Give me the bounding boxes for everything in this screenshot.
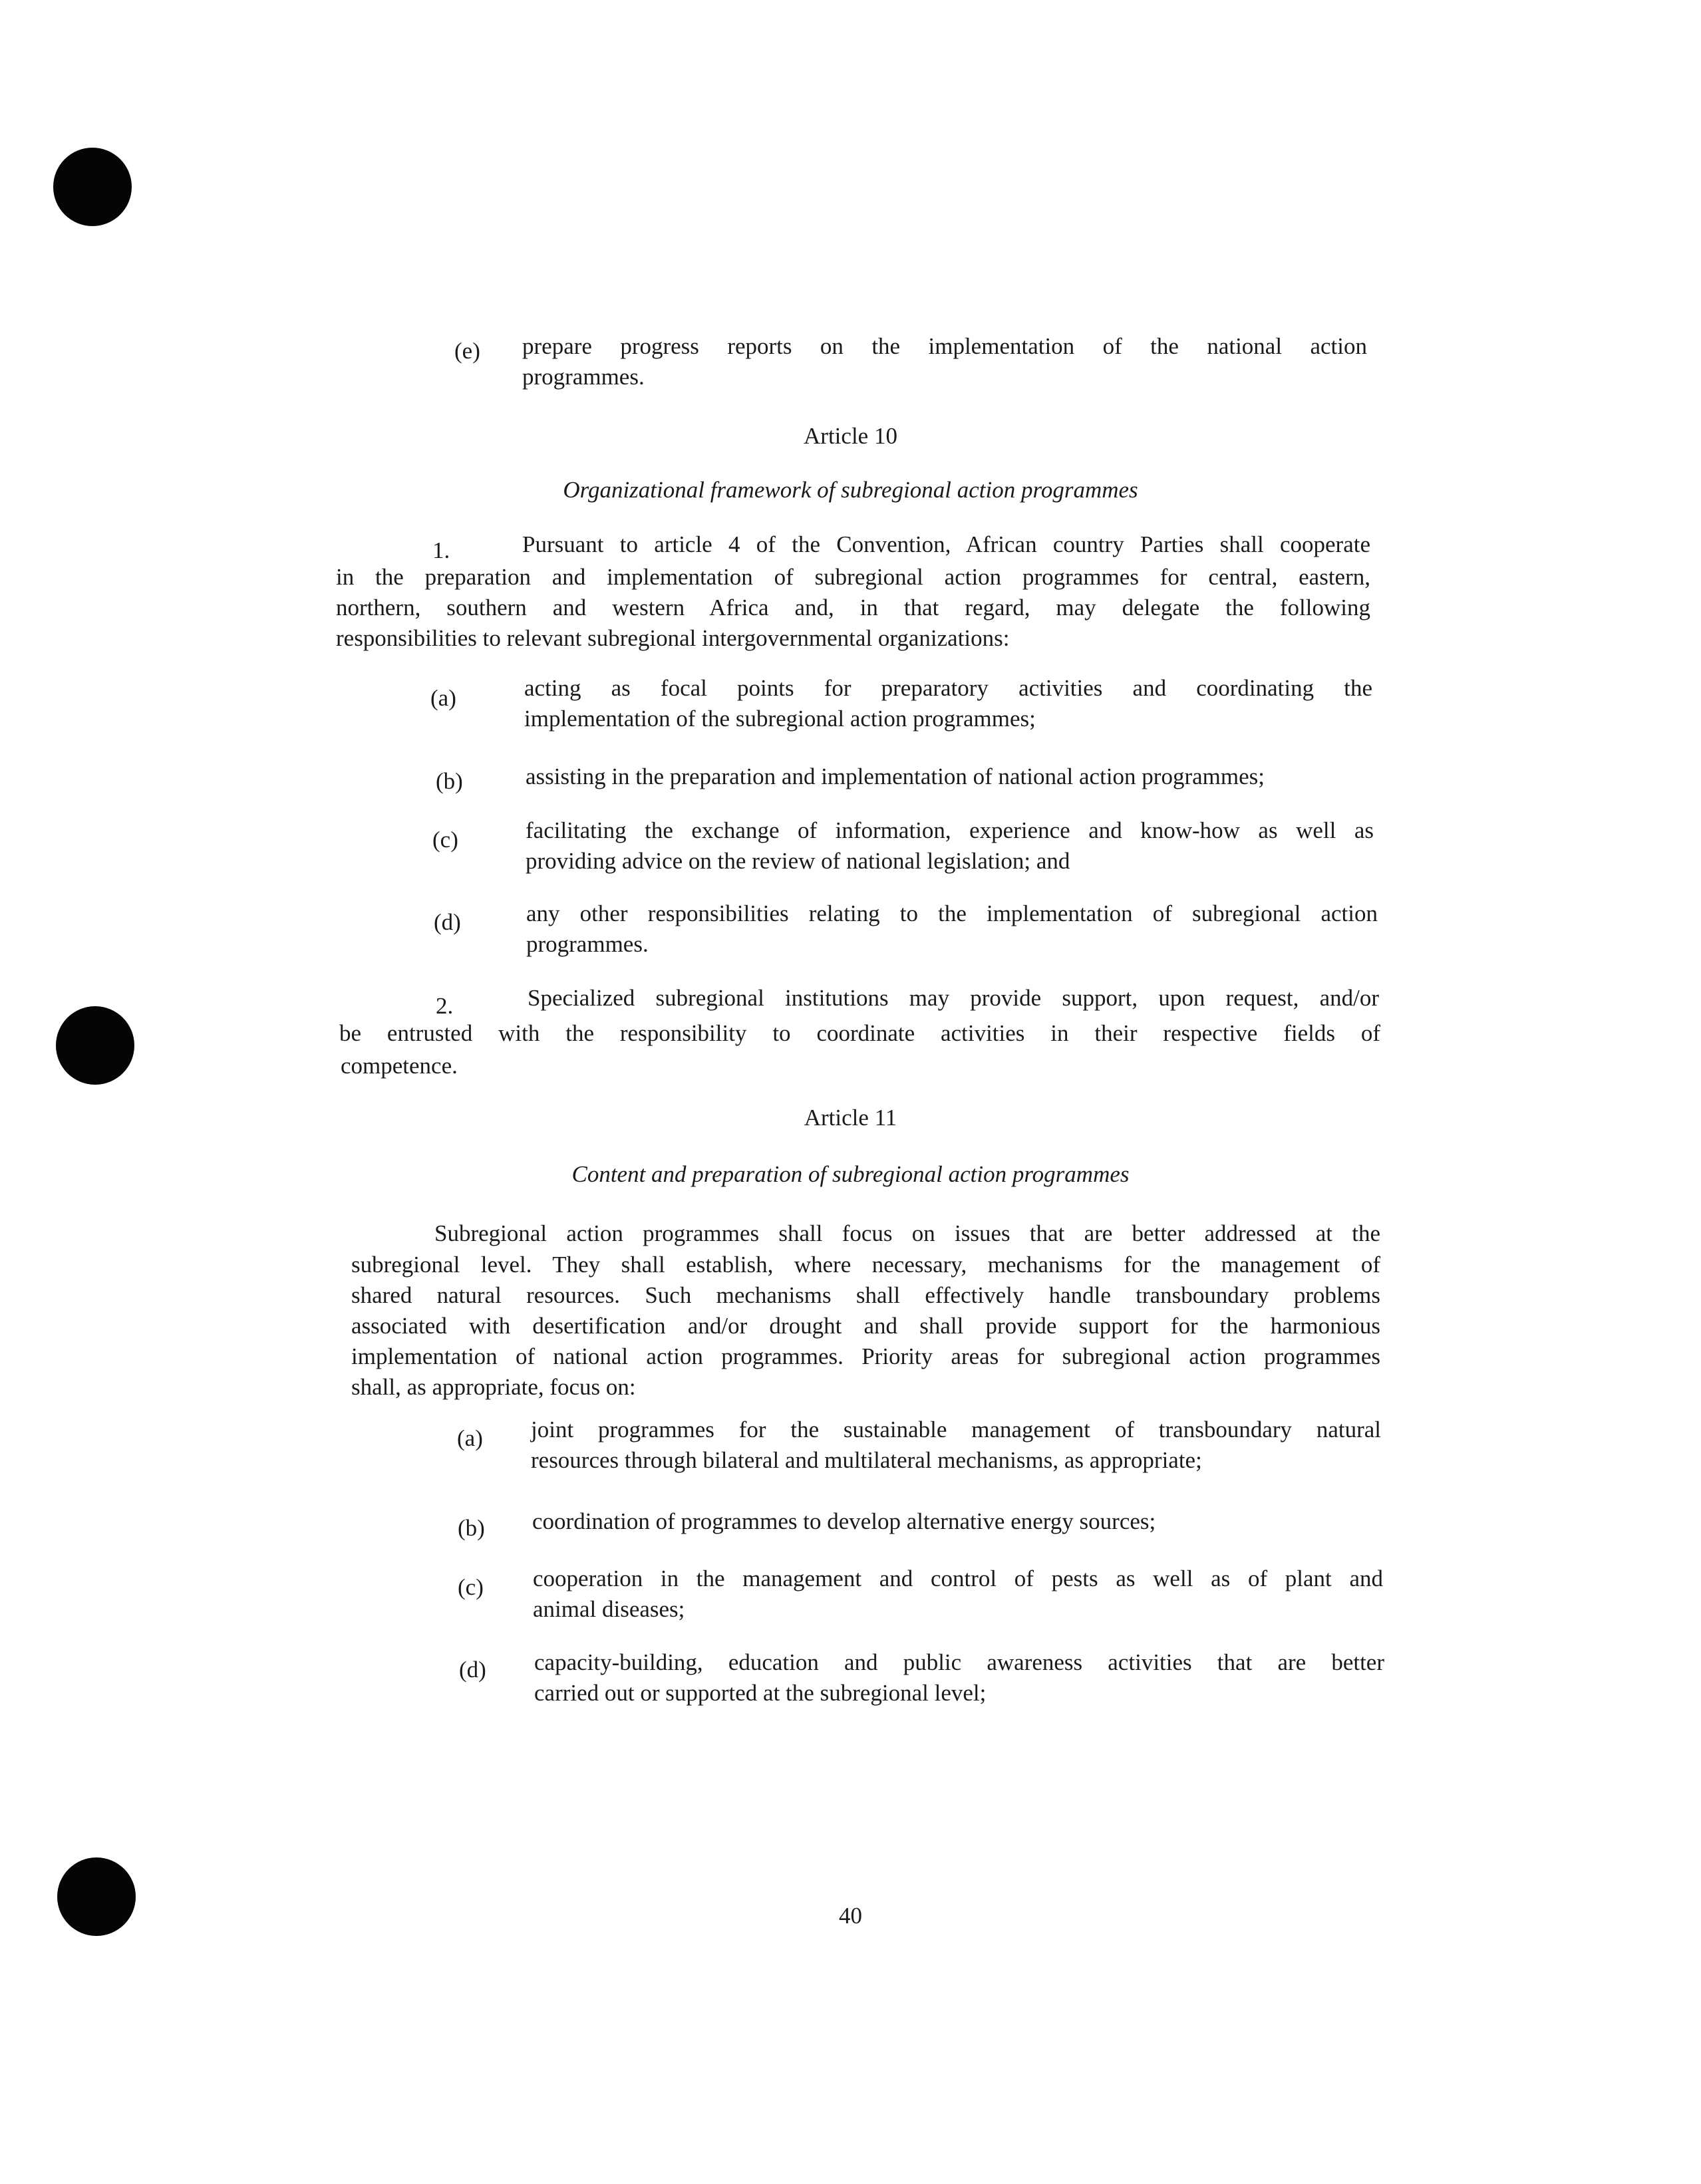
- list-item-text: cooperation in the management and control of pests as well as of plant and: [533, 1566, 1383, 1591]
- list-item-d: [534, 1647, 1384, 1708]
- list-item-text: facilitating the exchange of information, experience and know-how as well as: [526, 817, 1374, 843]
- paragraph-line: in the preparation and implementation of subregional action programmes for central, eastern,: [336, 564, 1370, 590]
- list-item-text: joint programmes for the sustainable management of transboundary natural: [531, 1417, 1381, 1442]
- paragraph-line: shared natural resources. Such mechanisms shall effectively handle transboundary problems: [351, 1282, 1380, 1308]
- page-number: 40: [839, 1903, 862, 1929]
- list-item-text: programmes.: [522, 364, 645, 390]
- paragraph-line: subregional level. They shall establish, where necessary, mechanisms for the management of: [351, 1252, 1380, 1278]
- list-marker: (b): [458, 1515, 485, 1541]
- list-item-text: carried out or supported at the subregional level;: [534, 1680, 987, 1706]
- punch-hole: [56, 1006, 134, 1085]
- list-marker: (d): [434, 909, 461, 935]
- paragraph-line: shall, as appropriate, focus on:: [351, 1374, 636, 1400]
- article-heading: Article 11: [804, 1105, 897, 1131]
- list-marker: (d): [459, 1657, 486, 1683]
- paragraph-line: competence.: [341, 1053, 458, 1079]
- paragraph-line: Pursuant to article 4 of the Convention, African country Parties shall cooperate: [522, 531, 1370, 557]
- list-item-text: coordination of programmes to develop alternative energy sources;: [532, 1508, 1156, 1534]
- list-item-text: implementation of the subregional action programmes;: [524, 706, 1036, 732]
- paragraph-line: Specialized subregional institutions may provide support, upon request, and/or: [528, 985, 1379, 1011]
- list-marker: (a): [430, 685, 456, 711]
- list-marker: (c): [458, 1574, 484, 1600]
- list-item-text: assisting in the preparation and implementation of national action programmes;: [526, 763, 1265, 789]
- paragraph-line: be entrusted with the responsibility to coordinate activities in their respective fields of: [339, 1020, 1380, 1046]
- list-marker: (b): [436, 768, 463, 794]
- list-item-b: [532, 1506, 1382, 1537]
- list-item-text: prepare progress reports on the implementation of the national action: [522, 333, 1367, 359]
- list-item-text: any other responsibilities relating to the implementation of subregional action: [526, 900, 1378, 926]
- paragraph-line: Subregional action programmes shall focus on issues that are better addressed at the: [434, 1220, 1380, 1246]
- paragraph-line: northern, southern and western Africa and, in that regard, may delegate the following: [336, 595, 1370, 620]
- paragraph-line: responsibilities to relevant subregional intergovernmental organizations:: [336, 625, 1010, 651]
- list-item-c: [533, 1564, 1383, 1625]
- list-marker: (c): [432, 827, 458, 853]
- list-item-text: animal diseases;: [533, 1596, 685, 1622]
- punch-hole: [53, 148, 132, 226]
- list-item-a: [531, 1415, 1381, 1476]
- list-marker: (e): [454, 338, 480, 364]
- list-item-text: capacity-building, education and public awareness activities that are better: [534, 1649, 1384, 1675]
- paragraph-number: 2.: [436, 993, 454, 1019]
- list-item-text: providing advice on the review of national legislation; and: [526, 848, 1070, 874]
- paragraph-number: 1.: [432, 537, 450, 563]
- list-item-text: acting as focal points for preparatory activities and coordinating the: [524, 675, 1372, 701]
- list-item-b: [526, 761, 1374, 792]
- list-item-a: [524, 673, 1372, 734]
- list-item-c: [526, 815, 1374, 877]
- list-item-text: programmes.: [526, 931, 649, 957]
- paragraph-line: associated with desertification and/or drought and shall provide support for the harmonious: [351, 1313, 1380, 1339]
- list-item-e: [522, 331, 1367, 392]
- article-heading: Article 10: [804, 423, 897, 449]
- list-marker: (a): [457, 1425, 483, 1451]
- article-subtitle: Content and preparation of subregional action programmes: [571, 1161, 1130, 1187]
- list-item-text: resources through bilateral and multilateral mechanisms, as appropriate;: [531, 1447, 1202, 1473]
- list-item-d: [526, 898, 1378, 960]
- article-subtitle: Organizational framework of subregional action programmes: [563, 477, 1138, 503]
- paragraph-line: implementation of national action programmes. Priority areas for subregional action programmes: [351, 1343, 1380, 1369]
